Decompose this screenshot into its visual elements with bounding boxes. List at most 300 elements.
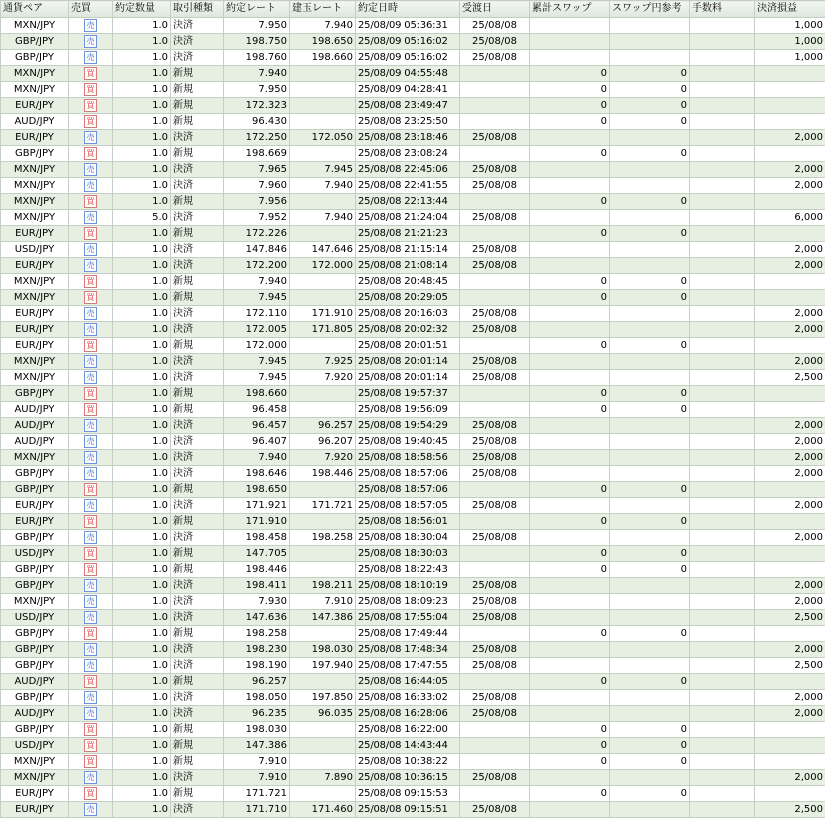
pair-cell: EUR/JPY bbox=[1, 98, 69, 114]
swap-cell bbox=[530, 18, 610, 34]
side-cell bbox=[69, 338, 113, 354]
pair-cell: EUR/JPY bbox=[1, 338, 69, 354]
rate-cell: 7.945 bbox=[224, 370, 290, 386]
table-row[interactable] bbox=[1, 546, 825, 562]
table-row[interactable] bbox=[1, 482, 825, 498]
table-row[interactable] bbox=[1, 722, 825, 738]
pnl-cell: 2,000 bbox=[755, 706, 825, 722]
rate-cell: 96.235 bbox=[224, 706, 290, 722]
pnl-cell: 2,000 bbox=[755, 130, 825, 146]
rate-cell: 147.636 bbox=[224, 610, 290, 626]
fee-cell bbox=[690, 514, 755, 530]
sell-icon: 売 bbox=[84, 51, 97, 64]
table-row[interactable] bbox=[1, 578, 825, 594]
datetime-cell: 25/08/08 16:33:02 bbox=[356, 690, 460, 706]
table-row[interactable] bbox=[1, 354, 825, 370]
side-cell bbox=[69, 306, 113, 322]
table-row[interactable] bbox=[1, 18, 825, 34]
open-rate-cell bbox=[290, 226, 356, 242]
qty-cell: 5.0 bbox=[113, 210, 171, 226]
table-row[interactable] bbox=[1, 178, 825, 194]
pair-cell: GBP/JPY bbox=[1, 642, 69, 658]
qty-cell: 1.0 bbox=[113, 82, 171, 98]
table-row[interactable] bbox=[1, 610, 825, 626]
pnl-cell: 2,000 bbox=[755, 770, 825, 786]
table-row[interactable] bbox=[1, 322, 825, 338]
table-row[interactable] bbox=[1, 642, 825, 658]
table-row[interactable] bbox=[1, 146, 825, 162]
fee-cell bbox=[690, 258, 755, 274]
table-row[interactable] bbox=[1, 530, 825, 546]
delivery-cell: 25/08/08 bbox=[460, 306, 530, 322]
sell-icon: 売 bbox=[84, 691, 97, 704]
table-row[interactable] bbox=[1, 130, 825, 146]
qty-cell: 1.0 bbox=[113, 786, 171, 802]
table-row[interactable] bbox=[1, 594, 825, 610]
type-cell: 決済 bbox=[171, 322, 224, 338]
table-row[interactable] bbox=[1, 770, 825, 786]
pnl-cell: 2,000 bbox=[755, 498, 825, 514]
rate-cell: 198.411 bbox=[224, 578, 290, 594]
pnl-cell bbox=[755, 674, 825, 690]
delivery-cell: 25/08/08 bbox=[460, 594, 530, 610]
pnl-cell: 1,000 bbox=[755, 18, 825, 34]
swap-cell bbox=[530, 354, 610, 370]
pnl-cell: 2,500 bbox=[755, 802, 825, 818]
delivery-cell bbox=[460, 274, 530, 290]
table-row[interactable] bbox=[1, 450, 825, 466]
header-open-rate[interactable]: 建玉レート bbox=[290, 1, 356, 18]
open-rate-cell: 198.446 bbox=[290, 466, 356, 482]
header-qty[interactable]: 約定数量 bbox=[113, 1, 171, 18]
buy-icon: 買 bbox=[84, 723, 97, 736]
side-cell bbox=[69, 610, 113, 626]
open-rate-cell bbox=[290, 514, 356, 530]
fee-cell bbox=[690, 66, 755, 82]
pair-cell: EUR/JPY bbox=[1, 258, 69, 274]
swap-cell: 0 bbox=[530, 562, 610, 578]
type-cell: 決済 bbox=[171, 706, 224, 722]
rate-cell: 172.226 bbox=[224, 226, 290, 242]
rate-cell: 198.458 bbox=[224, 530, 290, 546]
open-rate-cell: 7.910 bbox=[290, 594, 356, 610]
pair-cell: GBP/JPY bbox=[1, 578, 69, 594]
type-cell: 新規 bbox=[171, 114, 224, 130]
pair-cell: MXN/JPY bbox=[1, 18, 69, 34]
type-cell: 新規 bbox=[171, 754, 224, 770]
swap-cell: 0 bbox=[530, 146, 610, 162]
sell-icon: 売 bbox=[84, 259, 97, 272]
type-cell: 決済 bbox=[171, 210, 224, 226]
datetime-cell: 25/08/08 18:58:56 bbox=[356, 450, 460, 466]
side-cell bbox=[69, 274, 113, 290]
type-cell: 決済 bbox=[171, 354, 224, 370]
sell-icon: 売 bbox=[84, 211, 97, 224]
table-row[interactable] bbox=[1, 386, 825, 402]
swap-ref-cell bbox=[610, 210, 690, 226]
sell-icon: 売 bbox=[84, 451, 97, 464]
side-cell bbox=[69, 258, 113, 274]
rate-cell: 147.386 bbox=[224, 738, 290, 754]
table-row[interactable] bbox=[1, 562, 825, 578]
rate-cell: 172.000 bbox=[224, 338, 290, 354]
table-row[interactable] bbox=[1, 258, 825, 274]
swap-ref-cell bbox=[610, 642, 690, 658]
table-row[interactable] bbox=[1, 418, 825, 434]
datetime-cell: 25/08/08 17:55:04 bbox=[356, 610, 460, 626]
pnl-cell: 2,000 bbox=[755, 642, 825, 658]
side-cell bbox=[69, 754, 113, 770]
sell-icon: 売 bbox=[84, 131, 97, 144]
side-cell bbox=[69, 738, 113, 754]
rate-cell: 198.258 bbox=[224, 626, 290, 642]
header-datetime[interactable]: 約定日時 bbox=[356, 1, 460, 18]
swap-cell: 0 bbox=[530, 482, 610, 498]
header-swap[interactable]: 累計スワップ bbox=[530, 1, 610, 18]
buy-icon: 買 bbox=[84, 515, 97, 528]
buy-icon: 買 bbox=[84, 195, 97, 208]
type-cell: 決済 bbox=[171, 610, 224, 626]
rate-cell: 7.940 bbox=[224, 274, 290, 290]
pnl-cell bbox=[755, 338, 825, 354]
sell-icon: 売 bbox=[84, 611, 97, 624]
type-cell: 決済 bbox=[171, 690, 224, 706]
rate-cell: 7.956 bbox=[224, 194, 290, 210]
qty-cell: 1.0 bbox=[113, 722, 171, 738]
rate-cell: 198.190 bbox=[224, 658, 290, 674]
swap-ref-cell bbox=[610, 178, 690, 194]
qty-cell: 1.0 bbox=[113, 642, 171, 658]
datetime-cell: 25/08/08 19:54:29 bbox=[356, 418, 460, 434]
open-rate-cell bbox=[290, 386, 356, 402]
swap-ref-cell: 0 bbox=[610, 402, 690, 418]
fee-cell bbox=[690, 194, 755, 210]
type-cell: 決済 bbox=[171, 578, 224, 594]
swap-ref-cell bbox=[610, 498, 690, 514]
side-cell bbox=[69, 242, 113, 258]
table-row[interactable] bbox=[1, 274, 825, 290]
delivery-cell: 25/08/08 bbox=[460, 130, 530, 146]
pair-cell: MXN/JPY bbox=[1, 594, 69, 610]
table-row[interactable] bbox=[1, 338, 825, 354]
datetime-cell: 25/08/09 05:16:02 bbox=[356, 34, 460, 50]
pnl-cell bbox=[755, 546, 825, 562]
table-row[interactable] bbox=[1, 82, 825, 98]
fee-cell bbox=[690, 290, 755, 306]
swap-ref-cell: 0 bbox=[610, 722, 690, 738]
trade-rows bbox=[1, 18, 825, 818]
table-row[interactable] bbox=[1, 674, 825, 690]
swap-cell bbox=[530, 770, 610, 786]
rate-cell: 7.960 bbox=[224, 178, 290, 194]
swap-ref-cell: 0 bbox=[610, 82, 690, 98]
pnl-cell: 2,000 bbox=[755, 434, 825, 450]
swap-ref-cell: 0 bbox=[610, 786, 690, 802]
pair-cell: GBP/JPY bbox=[1, 562, 69, 578]
pair-cell: AUD/JPY bbox=[1, 706, 69, 722]
pair-cell: EUR/JPY bbox=[1, 514, 69, 530]
delivery-cell bbox=[460, 146, 530, 162]
table-row[interactable] bbox=[1, 114, 825, 130]
pnl-cell: 2,000 bbox=[755, 242, 825, 258]
sell-icon: 売 bbox=[84, 579, 97, 592]
sell-icon: 売 bbox=[84, 323, 97, 336]
swap-ref-cell: 0 bbox=[610, 626, 690, 642]
side-cell bbox=[69, 546, 113, 562]
type-cell: 新規 bbox=[171, 82, 224, 98]
pair-cell: MXN/JPY bbox=[1, 354, 69, 370]
table-row[interactable] bbox=[1, 626, 825, 642]
table-row[interactable] bbox=[1, 242, 825, 258]
table-row[interactable] bbox=[1, 50, 825, 66]
table-row[interactable] bbox=[1, 706, 825, 722]
qty-cell: 1.0 bbox=[113, 690, 171, 706]
delivery-cell bbox=[460, 82, 530, 98]
side-cell bbox=[69, 770, 113, 786]
fee-cell bbox=[690, 98, 755, 114]
sell-icon: 売 bbox=[84, 243, 97, 256]
table-row[interactable] bbox=[1, 498, 825, 514]
table-row[interactable] bbox=[1, 802, 825, 818]
open-rate-cell: 171.721 bbox=[290, 498, 356, 514]
qty-cell: 1.0 bbox=[113, 354, 171, 370]
type-cell: 新規 bbox=[171, 786, 224, 802]
table-row[interactable] bbox=[1, 34, 825, 50]
rate-cell: 171.721 bbox=[224, 786, 290, 802]
rate-cell: 198.230 bbox=[224, 642, 290, 658]
pair-cell: USD/JPY bbox=[1, 610, 69, 626]
rate-cell: 172.005 bbox=[224, 322, 290, 338]
pnl-cell: 1,000 bbox=[755, 50, 825, 66]
fee-cell bbox=[690, 418, 755, 434]
delivery-cell bbox=[460, 482, 530, 498]
type-cell: 新規 bbox=[171, 338, 224, 354]
type-cell: 新規 bbox=[171, 482, 224, 498]
swap-ref-cell: 0 bbox=[610, 546, 690, 562]
delivery-cell bbox=[460, 290, 530, 306]
qty-cell: 1.0 bbox=[113, 770, 171, 786]
delivery-cell bbox=[460, 402, 530, 418]
datetime-cell: 25/08/08 20:02:32 bbox=[356, 322, 460, 338]
pnl-cell bbox=[755, 98, 825, 114]
pnl-cell: 2,000 bbox=[755, 162, 825, 178]
rate-cell: 172.323 bbox=[224, 98, 290, 114]
swap-ref-cell bbox=[610, 50, 690, 66]
swap-cell: 0 bbox=[530, 226, 610, 242]
pair-cell: GBP/JPY bbox=[1, 466, 69, 482]
delivery-cell bbox=[460, 514, 530, 530]
swap-ref-cell: 0 bbox=[610, 562, 690, 578]
type-cell: 決済 bbox=[171, 370, 224, 386]
datetime-cell: 25/08/08 20:01:14 bbox=[356, 354, 460, 370]
rate-cell: 7.930 bbox=[224, 594, 290, 610]
pnl-cell: 2,500 bbox=[755, 370, 825, 386]
datetime-cell: 25/08/08 17:47:55 bbox=[356, 658, 460, 674]
qty-cell: 1.0 bbox=[113, 546, 171, 562]
sell-icon: 売 bbox=[84, 355, 97, 368]
pnl-cell: 2,500 bbox=[755, 610, 825, 626]
qty-cell: 1.0 bbox=[113, 322, 171, 338]
header-pair[interactable]: 通貨ペア bbox=[1, 1, 69, 18]
rate-cell: 198.446 bbox=[224, 562, 290, 578]
header-type[interactable]: 取引種類 bbox=[171, 1, 224, 18]
rate-cell: 7.965 bbox=[224, 162, 290, 178]
pnl-cell: 2,500 bbox=[755, 658, 825, 674]
table-row[interactable] bbox=[1, 786, 825, 802]
datetime-cell: 25/08/08 18:30:04 bbox=[356, 530, 460, 546]
datetime-cell: 25/08/08 19:56:09 bbox=[356, 402, 460, 418]
qty-cell: 1.0 bbox=[113, 434, 171, 450]
pnl-cell bbox=[755, 402, 825, 418]
datetime-cell: 25/08/08 22:45:06 bbox=[356, 162, 460, 178]
open-rate-cell: 96.257 bbox=[290, 418, 356, 434]
swap-cell bbox=[530, 642, 610, 658]
table-row[interactable] bbox=[1, 738, 825, 754]
fee-cell bbox=[690, 562, 755, 578]
datetime-cell: 25/08/08 23:08:24 bbox=[356, 146, 460, 162]
table-row[interactable] bbox=[1, 226, 825, 242]
fee-cell bbox=[690, 242, 755, 258]
datetime-cell: 25/08/08 09:15:51 bbox=[356, 802, 460, 818]
fee-cell bbox=[690, 82, 755, 98]
qty-cell: 1.0 bbox=[113, 802, 171, 818]
table-row[interactable] bbox=[1, 194, 825, 210]
datetime-cell: 25/08/08 17:48:34 bbox=[356, 642, 460, 658]
delivery-cell: 25/08/08 bbox=[460, 242, 530, 258]
swap-cell: 0 bbox=[530, 674, 610, 690]
buy-icon: 買 bbox=[84, 115, 97, 128]
qty-cell: 1.0 bbox=[113, 482, 171, 498]
header-fee[interactable]: 手数料 bbox=[690, 1, 755, 18]
open-rate-cell bbox=[290, 482, 356, 498]
open-rate-cell bbox=[290, 82, 356, 98]
open-rate-cell: 7.925 bbox=[290, 354, 356, 370]
header-delivery[interactable]: 受渡日 bbox=[460, 1, 530, 18]
pair-cell: MXN/JPY bbox=[1, 210, 69, 226]
table-row[interactable] bbox=[1, 290, 825, 306]
qty-cell: 1.0 bbox=[113, 386, 171, 402]
swap-ref-cell bbox=[610, 610, 690, 626]
datetime-cell: 25/08/08 23:49:47 bbox=[356, 98, 460, 114]
header-side[interactable]: 売買 bbox=[69, 1, 113, 18]
open-rate-cell bbox=[290, 402, 356, 418]
table-row[interactable] bbox=[1, 98, 825, 114]
delivery-cell: 25/08/08 bbox=[460, 418, 530, 434]
type-cell: 決済 bbox=[171, 498, 224, 514]
open-rate-cell bbox=[290, 754, 356, 770]
datetime-cell: 25/08/08 18:57:06 bbox=[356, 482, 460, 498]
table-row[interactable] bbox=[1, 306, 825, 322]
datetime-cell: 25/08/08 09:15:53 bbox=[356, 786, 460, 802]
swap-cell bbox=[530, 258, 610, 274]
pair-cell: MXN/JPY bbox=[1, 754, 69, 770]
swap-ref-cell: 0 bbox=[610, 226, 690, 242]
delivery-cell: 25/08/08 bbox=[460, 770, 530, 786]
table-row[interactable] bbox=[1, 690, 825, 706]
fee-cell bbox=[690, 306, 755, 322]
pnl-cell bbox=[755, 482, 825, 498]
pnl-cell: 2,000 bbox=[755, 466, 825, 482]
qty-cell: 1.0 bbox=[113, 738, 171, 754]
header-pnl[interactable]: 決済損益 bbox=[755, 1, 825, 18]
open-rate-cell: 198.030 bbox=[290, 642, 356, 658]
pair-cell: MXN/JPY bbox=[1, 290, 69, 306]
type-cell: 新規 bbox=[171, 66, 224, 82]
pair-cell: AUD/JPY bbox=[1, 434, 69, 450]
swap-cell: 0 bbox=[530, 66, 610, 82]
type-cell: 決済 bbox=[171, 450, 224, 466]
pair-cell: MXN/JPY bbox=[1, 274, 69, 290]
side-cell bbox=[69, 418, 113, 434]
qty-cell: 1.0 bbox=[113, 66, 171, 82]
buy-icon: 買 bbox=[84, 547, 97, 560]
pair-cell: EUR/JPY bbox=[1, 306, 69, 322]
swap-cell: 0 bbox=[530, 82, 610, 98]
delivery-cell: 25/08/08 bbox=[460, 706, 530, 722]
table-row[interactable] bbox=[1, 370, 825, 386]
swap-cell: 0 bbox=[530, 738, 610, 754]
delivery-cell: 25/08/08 bbox=[460, 498, 530, 514]
swap-cell bbox=[530, 498, 610, 514]
table-row[interactable] bbox=[1, 514, 825, 530]
pair-cell: MXN/JPY bbox=[1, 450, 69, 466]
pair-cell: EUR/JPY bbox=[1, 498, 69, 514]
table-row[interactable] bbox=[1, 66, 825, 82]
table-row[interactable] bbox=[1, 658, 825, 674]
type-cell: 決済 bbox=[171, 770, 224, 786]
table-row[interactable] bbox=[1, 434, 825, 450]
table-row[interactable] bbox=[1, 754, 825, 770]
table-row[interactable] bbox=[1, 402, 825, 418]
swap-cell: 0 bbox=[530, 290, 610, 306]
header-swap-ref[interactable]: スワップ円参考 bbox=[610, 1, 690, 18]
header-rate[interactable]: 約定レート bbox=[224, 1, 290, 18]
table-row[interactable] bbox=[1, 466, 825, 482]
table-row[interactable] bbox=[1, 210, 825, 226]
datetime-cell: 25/08/08 18:57:06 bbox=[356, 466, 460, 482]
side-cell bbox=[69, 178, 113, 194]
swap-cell bbox=[530, 658, 610, 674]
fee-cell bbox=[690, 530, 755, 546]
swap-ref-cell bbox=[610, 258, 690, 274]
swap-cell bbox=[530, 370, 610, 386]
datetime-cell: 25/08/08 16:28:06 bbox=[356, 706, 460, 722]
sell-icon: 売 bbox=[84, 307, 97, 320]
swap-cell: 0 bbox=[530, 274, 610, 290]
delivery-cell bbox=[460, 66, 530, 82]
qty-cell: 1.0 bbox=[113, 194, 171, 210]
delivery-cell bbox=[460, 738, 530, 754]
rate-cell: 198.650 bbox=[224, 482, 290, 498]
swap-ref-cell bbox=[610, 322, 690, 338]
swap-ref-cell bbox=[610, 130, 690, 146]
side-cell bbox=[69, 98, 113, 114]
table-row[interactable] bbox=[1, 162, 825, 178]
fee-cell bbox=[690, 130, 755, 146]
side-cell bbox=[69, 674, 113, 690]
qty-cell: 1.0 bbox=[113, 146, 171, 162]
swap-cell bbox=[530, 530, 610, 546]
swap-ref-cell bbox=[610, 34, 690, 50]
type-cell: 決済 bbox=[171, 162, 224, 178]
type-cell: 決済 bbox=[171, 34, 224, 50]
buy-icon: 買 bbox=[84, 67, 97, 80]
pnl-cell bbox=[755, 290, 825, 306]
pnl-cell bbox=[755, 274, 825, 290]
open-rate-cell: 147.386 bbox=[290, 610, 356, 626]
datetime-cell: 25/08/08 18:56:01 bbox=[356, 514, 460, 530]
pnl-cell bbox=[755, 722, 825, 738]
